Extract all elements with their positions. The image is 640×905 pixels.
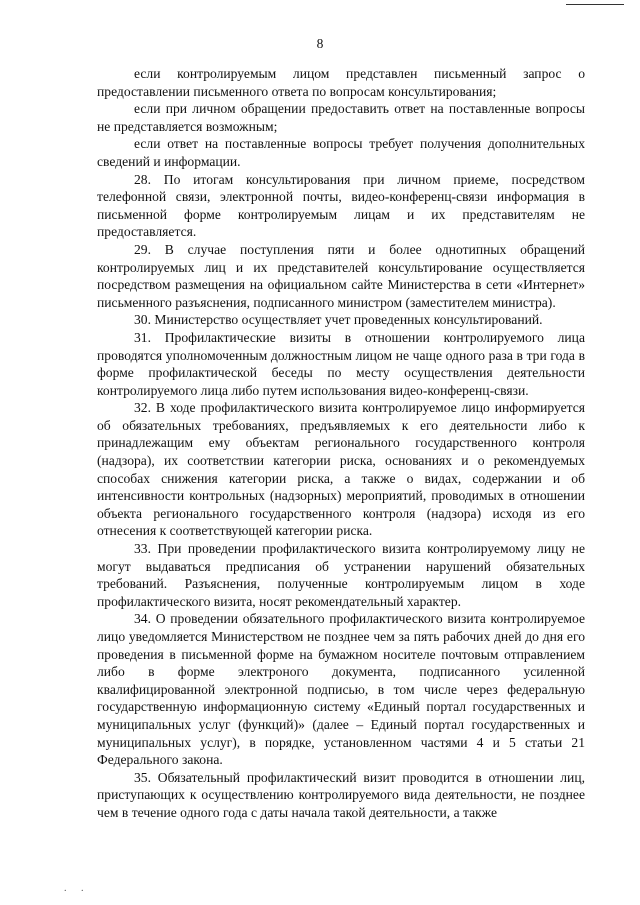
- paragraph-personal-appeal: если при личном обращении предоставить ответ на поставленные вопросы не представляется возможным;: [97, 101, 585, 134]
- page-number: 8: [316, 36, 324, 51]
- paragraph-32: 32. В ходе профилактического визита контролируемое лицо информируется об обязательных требованиях, предъявляемых к его деятельности либо к принадлежащим ему объектам регионального государственного контроля (надзора), их соответствии категории риска, основаниях и о рекомендуемых способах снижения категории риска, а также о видах, содержании и об интенсивности контрольных (надзорных) мероприятий, проводимых в отношении объекта регионального государственного контроля (надзора) исходя из его отнесения к соответствующей категории риска.: [97, 400, 585, 539]
- paragraph-33: 33. При проведении профилактического визита контролируемому лицу не могут выдаваться предписания об устранении нарушений обязательных требований. Разъяснения, полученные контролируемым лицом в ходе профилактического визита, носят рекомендательный характер.: [97, 541, 585, 609]
- paragraph-additional-info: если ответ на поставленные вопросы требует получения дополнительных сведений и информации.: [97, 136, 585, 169]
- paragraph-29: 29. В случае поступления пяти и более однотипных обращений контролируемых лиц и их представителей консультирование осуществляется посредством размещения на официальном сайте Министерства в сети «Интернет» письменного разъяснения, подписанного министром (заместителем министра).: [97, 241, 585, 310]
- paragraph-28: 28. По итогам консультирования при личном приеме, посредством телефонной связи, электронной почты, видео-конференц-связи информация в письменной форме контролируемым лицам и их представителям не предоставляется.: [97, 171, 585, 240]
- paragraph-34: 34. О проведении обязательного профилактического визита контролируемое лицо уведомляется Министерством не позднее чем за пять рабочих дней до дня его проведения в письменной форме на бумажном носителе почтовым отправлением либо в форме электроного документа, подписанного усиленной квалифицированной электронной подписью, в том числе через федеральную государственную информационную систему «Единый портал государственных и муниципальных услуг (функций)» (далее – Единый портал государственных и муниципальных услуг), в порядке, установленном частями 4 и 5 статьи 21 Федерального закона.: [97, 611, 585, 768]
- scan-marks: . .: [64, 883, 90, 894]
- document-body: [97, 65, 585, 822]
- paragraph-written-request: если контролируемым лицом представлен письменный запрос о предоставлении письменного ответа по вопросам консультирования;: [97, 66, 585, 99]
- top-rule-line: [566, 4, 624, 5]
- paragraph-31: 31. Профилактические визиты в отношении контролируемого лица проводятся уполномоченным должностным лицом не чаще одного раза в три года в форме профилактической беседы по месту осуществления деятельности контролируемого лица либо путем использования видео-конференц-связи.: [97, 329, 585, 398]
- paragraph-30: 30. Министерство осуществляет учет проведенных консультирований.: [134, 312, 543, 328]
- paragraph-35: 35. Обязательный профилактический визит проводится в отношении лиц, приступающих к осуществлению контролируемого вида деятельности, не позднее чем в течение одного года с даты начала такой деятельности, а также: [97, 769, 585, 820]
